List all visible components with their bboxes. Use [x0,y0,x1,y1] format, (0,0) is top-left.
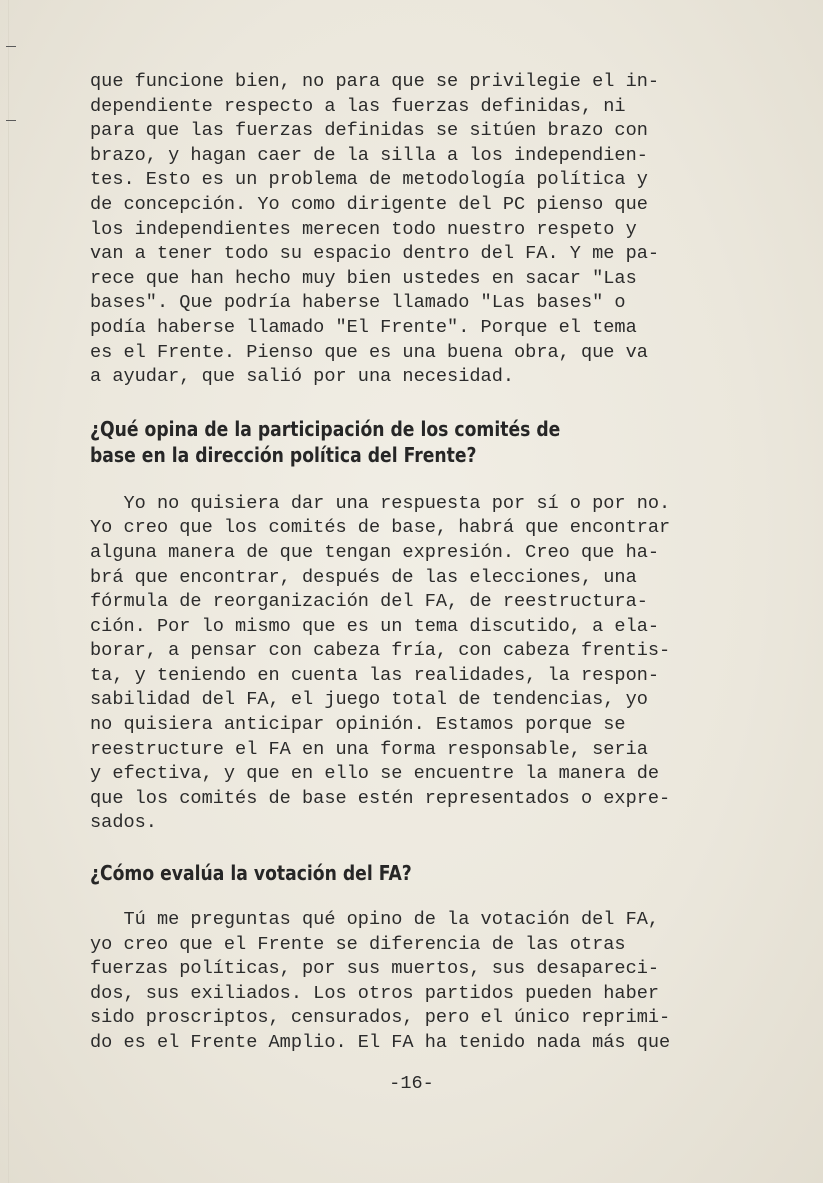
text-line: dependiente respecto a las fuerzas definidas, ni [90,95,626,117]
heading-line: ¿Qué opina de la participación de los comités de [90,416,561,441]
text-body [90,70,710,1056]
text-line: borar, a pensar con cabeza fría, con cabeza frentis- [90,640,671,662]
text-line: dos, sus exiliados. Los otros partidos pueden haber [90,982,660,1004]
text-line: alguna manera de que tengan expresión. Creo que ha- [90,541,660,563]
text-line: podía haberse llamado "El Frente". Porque el tema [90,316,637,338]
text-line: para que las fuerzas definidas se sitúen brazo con [90,120,648,142]
text-line: sados. [90,812,157,834]
text-line: do es el Frente Amplio. El FA ha tenido nada más que [90,1032,671,1053]
text-line: sido proscriptos, censurados, pero el único reprimi- [90,1007,671,1029]
edge-tick-mark [6,120,16,121]
paragraph-3 [90,908,710,1056]
page-number: -16- [389,1073,434,1094]
text-line: es el Frente. Pienso que es una buena obra, que va [90,341,648,363]
page-left-edge [8,0,9,1183]
text-line: van a tener todo su espacio dentro del FA. Y me pa- [90,243,660,265]
text-line: brá que encontrar, después de las elecciones, una [90,566,637,588]
text-line: Tú me preguntas qué opino de la votación del FA, [90,909,660,931]
text-line: reestructure el FA en una forma responsable, seria [90,738,648,760]
text-line: y efectiva, y que en ello se encuentre la manera de [90,763,660,785]
text-line: los independientes merecen todo nuestro respeto y [90,218,637,240]
text-line: yo creo que el Frente se diferencia de las otras [90,933,626,955]
heading-line: base en la dirección política del Frente? [90,442,477,467]
text-line: de concepción. Yo como dirigente del PC pienso que [90,193,648,215]
text-line: Yo creo que los comités de base, habrá que encontrar [90,517,671,539]
text-line: que funcione bien, no para que se privilegie el in- [90,71,660,92]
text-line: que los comités de base estén representados o expre- [90,787,671,809]
text-line: fórmula de reorganización del FA, de reestructura- [90,591,648,613]
text-line: a ayudar, que salió por una necesidad. [90,366,515,388]
paragraph-2 [90,492,710,836]
section-heading [90,416,623,468]
edge-tick-mark [6,46,16,47]
text-line: sabilidad del FA, el juego total de tendencias, yo [90,689,648,711]
text-line: no quisiera anticipar opinión. Estamos porque se [90,714,626,736]
text-line: ta, y teniendo en cuenta las realidades, la respon- [90,664,660,686]
text-line: tes. Esto es un problema de metodología política y [90,169,648,191]
heading-line: ¿Cómo evalúa la votación del FA? [90,861,412,886]
paragraph-1 [90,70,710,390]
text-line: bases". Que podría haberse llamado "Las bases" o [90,292,626,314]
section-heading [90,860,623,886]
text-line: fuerzas políticas, por sus muertos, sus desapareci- [90,958,660,980]
text-line: brazo, y hagan caer de la silla a los independien- [90,144,648,166]
text-line: rece que han hecho muy bien ustedes en sacar "Las [90,267,637,289]
text-line: ción. Por lo mismo que es un tema discutido, a ela- [90,615,660,637]
text-line: Yo no quisiera dar una respuesta por sí o por no. [90,492,671,514]
